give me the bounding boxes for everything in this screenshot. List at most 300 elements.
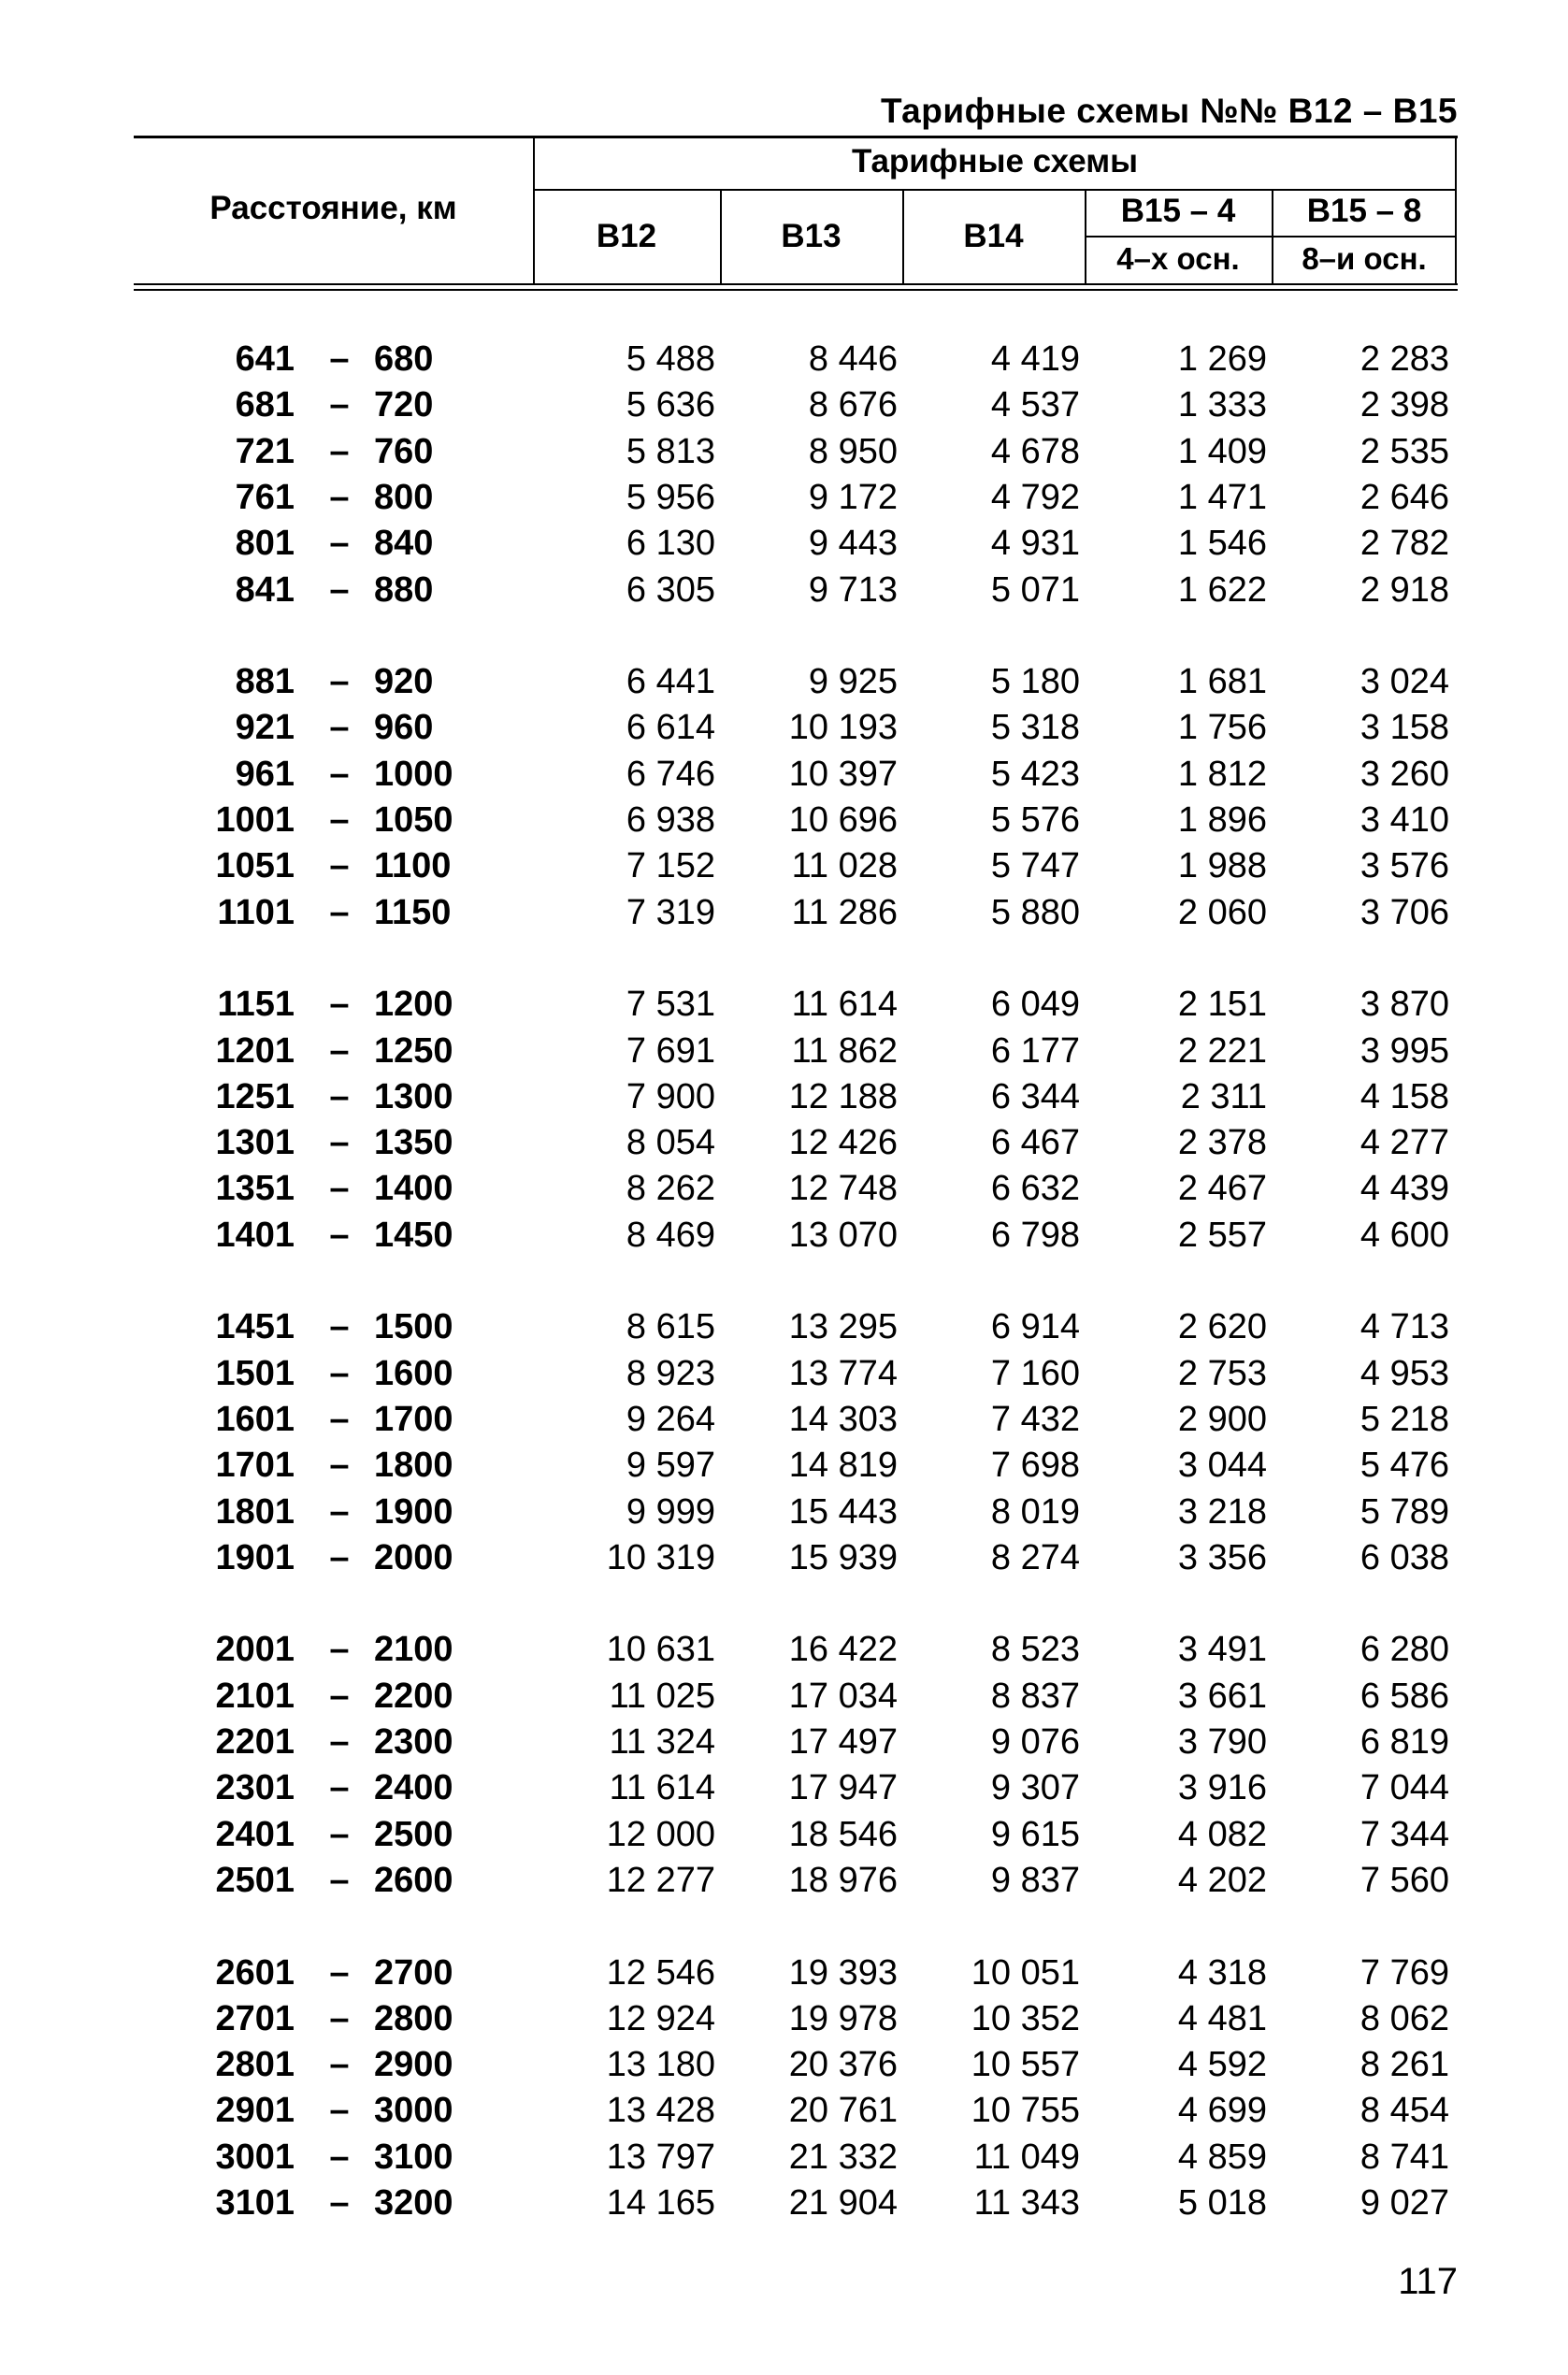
table-row [0,475,1568,520]
page-number: 117 [1398,2261,1458,2302]
value-b12: 13 180 [606,2045,715,2085]
value-b15-8: 3 576 [1359,846,1449,886]
distance-dash: – [329,1860,350,1900]
value-b15-8: 4 600 [1359,1215,1449,1255]
value-b12: 11 324 [609,1722,715,1762]
value-b15-8: 2 283 [1359,339,1449,379]
value-b15-8: 5 476 [1359,1446,1449,1486]
value-b13: 18 546 [788,1814,898,1854]
value-b12: 9 999 [626,1491,715,1532]
distance-dash: – [329,1537,350,1577]
table-row [0,1351,1568,1396]
value-b13: 8 446 [808,339,898,379]
value-b12: 7 152 [626,846,715,886]
table-row [0,2181,1568,2225]
value-b14: 6 467 [990,1123,1080,1163]
value-b14: 6 798 [990,1215,1080,1255]
value-b14: 10 051 [971,1952,1080,1993]
distance-dash: – [329,339,350,379]
value-b12: 7 900 [626,1076,715,1116]
value-b14: 9 837 [990,1860,1080,1900]
value-b15-4: 1 269 [1177,339,1267,379]
distance-from: 1701 [215,1446,295,1486]
table-row [0,337,1568,381]
distance-to: 1200 [374,985,453,1025]
distance-to: 2200 [374,1676,453,1716]
value-b12: 8 469 [626,1215,715,1255]
value-b14: 6 344 [990,1076,1080,1116]
distance-dash: – [329,662,350,702]
distance-dash: – [329,1814,350,1854]
sub-b15-8-header: 8–и осн. [1302,241,1427,276]
table-row [0,659,1568,704]
value-b15-8: 3 706 [1359,892,1449,932]
table-row [0,1627,1568,1672]
value-b12: 5 636 [626,385,715,425]
distance-to: 2300 [374,1722,453,1762]
value-b15-4: 4 318 [1177,1952,1267,1993]
table-row [0,1996,1568,2041]
distance-from: 1001 [215,800,295,840]
value-b15-4: 2 900 [1177,1399,1267,1439]
value-b15-8: 3 870 [1359,985,1449,1025]
table-row [0,705,1568,750]
distance-dash: – [329,2091,350,2131]
value-b12: 8 923 [626,1353,715,1393]
value-b15-4: 1 409 [1177,431,1267,471]
value-b12: 5 956 [626,477,715,517]
table-row [0,1166,1568,1211]
value-b15-8: 3 260 [1359,754,1449,794]
value-b15-4: 2 151 [1177,985,1267,1025]
value-b15-4: 4 699 [1177,2091,1267,2131]
value-b13: 14 303 [788,1399,898,1439]
value-b12: 8 615 [626,1307,715,1347]
distance-from: 1401 [215,1215,295,1255]
value-b15-8: 7 344 [1359,1814,1449,1854]
distance-dash: – [329,477,350,517]
value-b15-4: 1 681 [1177,662,1267,702]
value-b14: 8 019 [990,1491,1080,1532]
value-b13: 12 748 [788,1169,898,1209]
value-b13: 19 978 [788,1998,898,2038]
value-b15-8: 7 560 [1359,1860,1449,1900]
value-b13: 9 443 [808,524,898,564]
value-b12: 9 264 [626,1399,715,1439]
value-b13: 21 332 [788,2137,898,2177]
value-b15-4: 3 356 [1177,1537,1267,1577]
value-b14: 8 523 [990,1630,1080,1670]
distance-to: 880 [374,569,434,610]
distance-dash: – [329,1446,350,1486]
header-bottom-rule [134,283,1458,285]
distance-from: 1201 [215,1030,295,1071]
value-b14: 5 880 [990,892,1080,932]
distance-from: 2901 [215,2091,295,2131]
distance-from: 3101 [215,2183,295,2223]
distance-from: 2401 [215,1814,295,1854]
distance-from: 921 [235,708,295,748]
distance-to: 1600 [374,1353,453,1393]
table-row [0,429,1568,474]
value-b15-4: 2 060 [1177,892,1267,932]
value-b15-8: 4 277 [1359,1123,1449,1163]
value-b15-8: 6 819 [1359,1722,1449,1762]
value-b14: 5 318 [990,708,1080,748]
value-b15-8: 2 782 [1359,524,1449,564]
distance-from: 2801 [215,2045,295,2085]
distance-to: 2000 [374,1537,453,1577]
value-b15-4: 1 471 [1177,477,1267,517]
value-b13: 8 950 [808,431,898,471]
value-b12: 6 305 [626,569,715,610]
col-distance-header: Расстояние, км [209,190,457,226]
table-row [0,2088,1568,2133]
value-b12: 10 319 [606,1537,715,1577]
distance-to: 1800 [374,1446,453,1486]
value-b15-8: 9 027 [1359,2183,1449,2223]
value-b14: 4 537 [990,385,1080,425]
value-b13: 21 904 [788,2183,898,2223]
value-b14: 4 792 [990,477,1080,517]
value-b15-4: 2 467 [1177,1169,1267,1209]
value-b14: 5 423 [990,754,1080,794]
distance-dash: – [329,1676,350,1716]
value-b15-8: 4 158 [1359,1076,1449,1116]
value-b13: 13 295 [788,1307,898,1347]
table-row [0,1490,1568,1534]
value-b14: 10 352 [971,1998,1080,2038]
value-b13: 19 393 [788,1952,898,1993]
table-row [0,1812,1568,1857]
distance-dash: – [329,2183,350,2223]
value-b13: 12 188 [788,1076,898,1116]
value-b15-4: 3 790 [1177,1722,1267,1762]
value-b13: 13 774 [788,1353,898,1393]
value-b15-4: 5 018 [1177,2183,1267,2223]
distance-dash: – [329,846,350,886]
divider [533,189,1457,191]
distance-to: 2900 [374,2045,453,2085]
distance-from: 801 [235,524,295,564]
distance-from: 1901 [215,1537,295,1577]
distance-to: 1900 [374,1491,453,1532]
value-b12: 6 746 [626,754,715,794]
distance-to: 2100 [374,1630,453,1670]
table-row [0,1213,1568,1258]
value-b12: 8 262 [626,1169,715,1209]
value-b15-8: 5 218 [1359,1399,1449,1439]
table-row [0,1535,1568,1580]
distance-from: 2101 [215,1676,295,1716]
header-bottom-rule-double [134,289,1458,291]
table-row [0,890,1568,935]
distance-to: 800 [374,477,434,517]
value-b15-4: 4 859 [1177,2137,1267,2177]
distance-dash: – [329,1030,350,1071]
table-row [0,2135,1568,2180]
value-b12: 12 924 [606,1998,715,2038]
col-b15-8-header: В15 – 8 [1306,193,1422,229]
distance-from: 2001 [215,1630,295,1670]
value-b13: 9 925 [808,662,898,702]
value-b14: 7 698 [990,1446,1080,1486]
distance-to: 1700 [374,1399,453,1439]
distance-dash: – [329,892,350,932]
page-title: Тарифные схемы №№ В12 – В15 [880,92,1458,130]
distance-dash: – [329,385,350,425]
value-b15-4: 2 557 [1177,1215,1267,1255]
value-b15-8: 6 038 [1359,1537,1449,1577]
value-b13: 14 819 [788,1446,898,1486]
value-b15-8: 3 158 [1359,708,1449,748]
divider [1085,236,1457,238]
distance-to: 840 [374,524,434,564]
value-b12: 12 000 [606,1814,715,1854]
distance-to: 2500 [374,1814,453,1854]
distance-dash: – [329,524,350,564]
value-b15-4: 2 311 [1180,1076,1267,1116]
distance-dash: – [329,1491,350,1532]
distance-dash: – [329,1399,350,1439]
value-b13: 11 614 [791,985,898,1025]
value-b13: 18 976 [788,1860,898,1900]
value-b15-4: 1 546 [1177,524,1267,564]
distance-to: 1500 [374,1307,453,1347]
distance-from: 881 [235,662,295,702]
value-b13: 8 676 [808,385,898,425]
value-b12: 13 797 [606,2137,715,2177]
distance-from: 2701 [215,1998,295,2038]
distance-dash: – [329,800,350,840]
distance-dash: – [329,1630,350,1670]
value-b13: 15 939 [788,1537,898,1577]
table-row [0,1120,1568,1165]
value-b14: 6 632 [990,1169,1080,1209]
table-row [0,1397,1568,1442]
value-b13: 11 862 [791,1030,898,1071]
distance-to: 1450 [374,1215,453,1255]
table-row [0,798,1568,842]
value-b12: 5 488 [626,339,715,379]
value-b15-8: 3 410 [1359,800,1449,840]
value-b15-4: 4 202 [1177,1860,1267,1900]
value-b14: 10 557 [971,2045,1080,2085]
distance-dash: – [329,1768,350,1808]
value-b15-4: 3 916 [1177,1768,1267,1808]
value-b15-4: 2 378 [1177,1123,1267,1163]
value-b14: 8 274 [990,1537,1080,1577]
value-b15-8: 4 953 [1359,1353,1449,1393]
distance-from: 1301 [215,1123,295,1163]
value-b15-8: 8 454 [1359,2091,1449,2131]
distance-from: 1801 [215,1491,295,1532]
distance-to: 720 [374,385,434,425]
distance-from: 1051 [215,846,295,886]
distance-dash: – [329,1722,350,1762]
group-title-header: Тарифные схемы [851,143,1139,180]
distance-from: 841 [235,569,295,610]
value-b14: 11 049 [973,2137,1080,2177]
value-b15-4: 1 988 [1177,846,1267,886]
value-b14: 6 177 [990,1030,1080,1071]
value-b12: 14 165 [606,2183,715,2223]
distance-to: 1100 [374,846,452,886]
value-b15-4: 1 896 [1177,800,1267,840]
distance-dash: – [329,1952,350,1993]
value-b13: 11 028 [791,846,898,886]
value-b15-4: 4 481 [1177,1998,1267,2038]
table-row [0,1029,1568,1073]
value-b15-4: 1 622 [1177,569,1267,610]
distance-to: 1350 [374,1123,453,1163]
value-b14: 6 914 [990,1307,1080,1347]
distance-from: 761 [235,477,295,517]
distance-to: 960 [374,708,434,748]
value-b14: 4 419 [990,339,1080,379]
value-b15-8: 4 713 [1359,1307,1449,1347]
distance-dash: – [329,708,350,748]
distance-dash: – [329,1215,350,1255]
value-b15-4: 3 661 [1177,1676,1267,1716]
distance-to: 2600 [374,1860,453,1900]
value-b15-8: 8 261 [1359,2045,1449,2085]
value-b14: 5 576 [990,800,1080,840]
value-b15-8: 2 918 [1359,569,1449,610]
distance-dash: – [329,1353,350,1393]
value-b15-8: 3 995 [1359,1030,1449,1071]
distance-to: 1400 [374,1169,453,1209]
table-row [0,752,1568,797]
table-row [0,1858,1568,1903]
table-header [134,136,1458,288]
value-b12: 12 277 [606,1860,715,1900]
col-b12-header: В12 [596,218,657,254]
value-b12: 6 938 [626,800,715,840]
value-b13: 20 761 [788,2091,898,2131]
value-b15-4: 3 491 [1177,1630,1267,1670]
value-b14: 6 049 [990,985,1080,1025]
distance-from: 3001 [215,2137,295,2177]
table-row [0,1950,1568,1995]
value-b15-4: 3 218 [1177,1491,1267,1532]
value-b12: 10 631 [606,1630,715,1670]
value-b14: 10 755 [971,2091,1080,2131]
distance-to: 1000 [374,754,453,794]
value-b12: 6 614 [626,708,715,748]
distance-from: 1251 [215,1076,295,1116]
value-b13: 9 713 [808,569,898,610]
value-b14: 11 343 [973,2183,1080,2223]
value-b14: 5 071 [990,569,1080,610]
distance-from: 1501 [215,1353,295,1393]
value-b15-8: 8 741 [1359,2137,1449,2177]
distance-to: 3200 [374,2183,453,2223]
value-b13: 11 286 [791,892,898,932]
value-b13: 10 193 [788,708,898,748]
distance-to: 1250 [374,1030,453,1071]
distance-to: 3000 [374,2091,453,2131]
table-row [0,1765,1568,1810]
value-b13: 13 070 [788,1215,898,1255]
distance-from: 961 [235,754,295,794]
col-b13-header: В13 [781,218,842,254]
distance-to: 1150 [374,892,452,932]
distance-to: 680 [374,339,434,379]
value-b15-4: 3 044 [1177,1446,1267,1486]
distance-from: 721 [235,431,295,471]
distance-dash: – [329,1076,350,1116]
distance-dash: – [329,1307,350,1347]
distance-to: 2400 [374,1768,453,1808]
value-b15-4: 1 812 [1177,754,1267,794]
distance-from: 2501 [215,1860,295,1900]
table-row [0,521,1568,566]
distance-from: 2601 [215,1952,295,1993]
distance-from: 641 [235,339,295,379]
value-b12: 12 546 [606,1952,715,1993]
table-row [0,843,1568,888]
value-b15-8: 4 439 [1359,1169,1449,1209]
distance-to: 1050 [374,800,453,840]
value-b13: 17 497 [788,1722,898,1762]
distance-to: 760 [374,431,434,471]
value-b12: 13 428 [606,2091,715,2131]
distance-to: 3100 [374,2137,453,2177]
value-b15-8: 3 024 [1359,662,1449,702]
value-b15-4: 4 592 [1177,2045,1267,2085]
value-b12: 6 441 [626,662,715,702]
value-b12: 8 054 [626,1123,715,1163]
value-b13: 17 947 [788,1768,898,1808]
distance-dash: – [329,985,350,1025]
distance-dash: – [329,1998,350,2038]
table-row [0,2042,1568,2087]
value-b14: 4 931 [990,524,1080,564]
distance-from: 1101 [217,892,295,932]
value-b15-4: 1 333 [1177,385,1267,425]
value-b12: 5 813 [626,431,715,471]
value-b15-4: 4 082 [1177,1814,1267,1854]
value-b15-8: 7 769 [1359,1952,1449,1993]
value-b14: 5 180 [990,662,1080,702]
value-b13: 10 397 [788,754,898,794]
table-row [0,982,1568,1027]
table-row [0,1304,1568,1349]
distance-from: 681 [235,385,295,425]
distance-dash: – [329,2045,350,2085]
value-b14: 9 076 [990,1722,1080,1762]
value-b12: 11 025 [609,1676,715,1716]
value-b15-8: 2 646 [1359,477,1449,517]
value-b14: 7 432 [990,1399,1080,1439]
table-row [0,1674,1568,1719]
value-b13: 15 443 [788,1491,898,1532]
distance-to: 920 [374,662,434,702]
value-b13: 10 696 [788,800,898,840]
value-b15-4: 1 756 [1177,708,1267,748]
value-b12: 6 130 [626,524,715,564]
value-b14: 4 678 [990,431,1080,471]
value-b14: 9 615 [990,1814,1080,1854]
distance-dash: – [329,754,350,794]
distance-from: 1151 [217,985,295,1025]
distance-dash: – [329,2137,350,2177]
header-top-rule [134,136,1458,138]
value-b14: 5 747 [990,846,1080,886]
value-b12: 7 691 [626,1030,715,1071]
value-b12: 7 531 [626,985,715,1025]
